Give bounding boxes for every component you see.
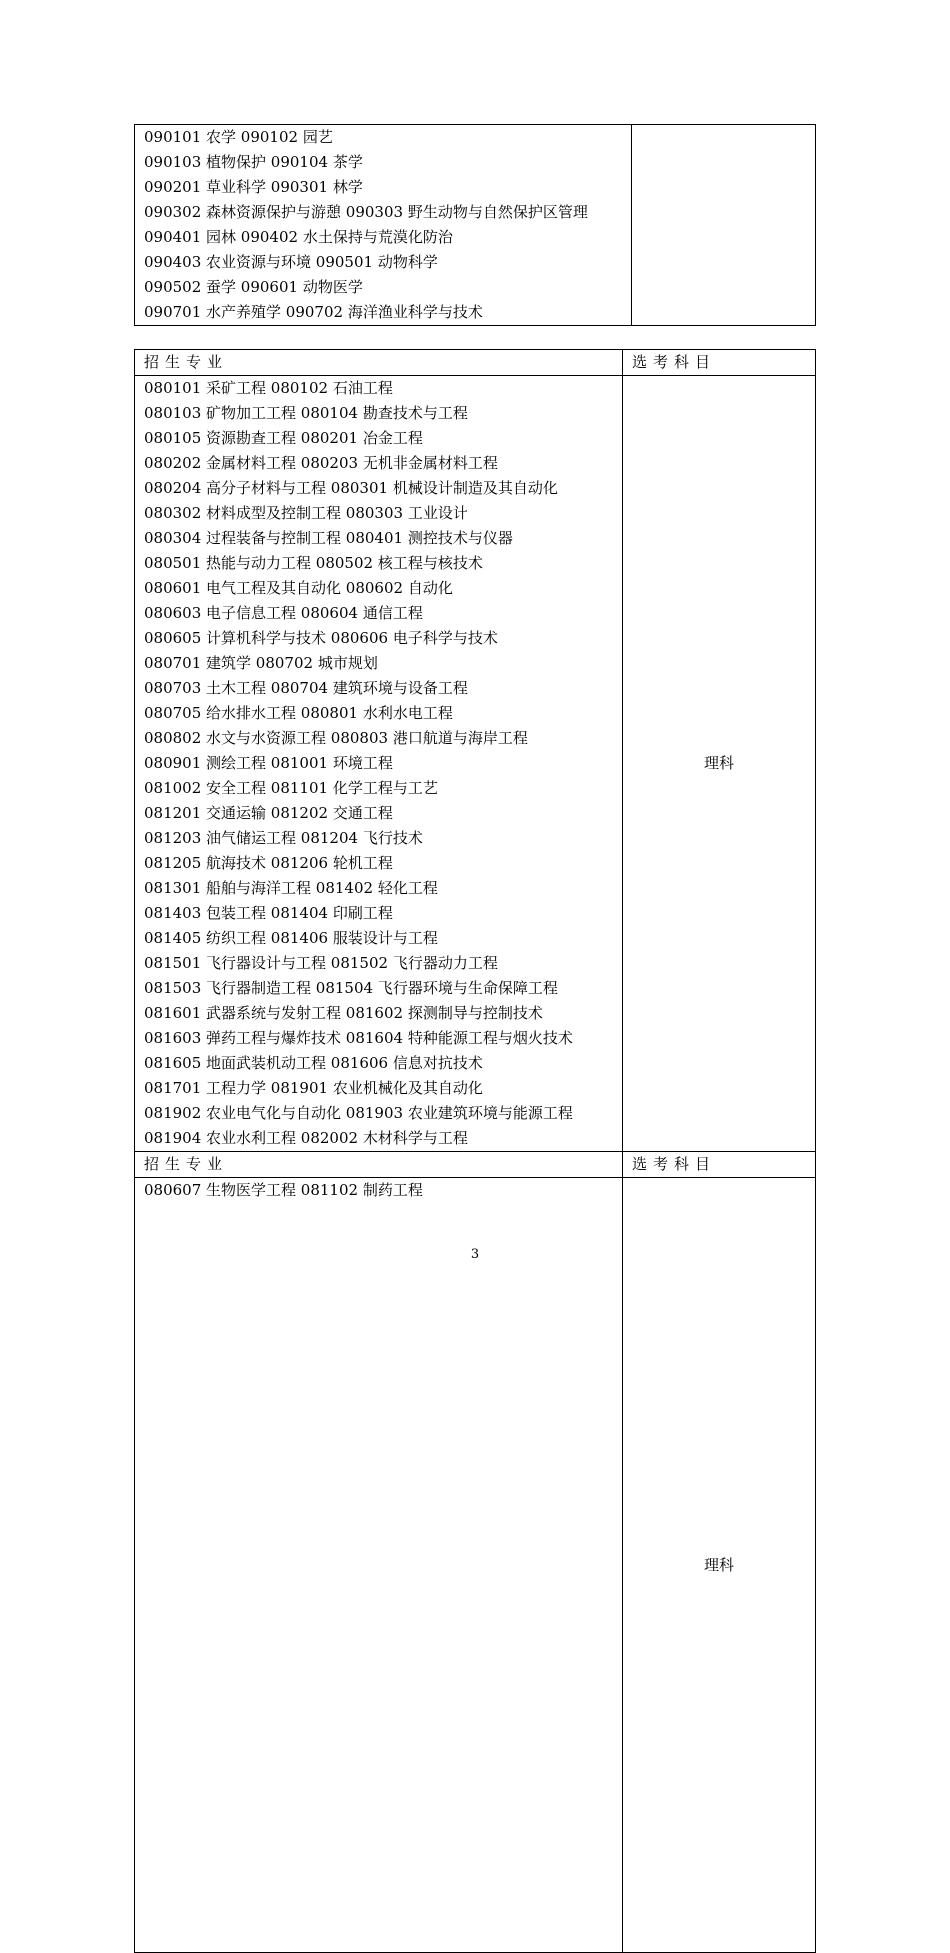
major-line: 081501 飞行器设计与工程 081502 飞行器动力工程: [144, 954, 498, 972]
major-line: 081601 武器系统与发射工程 081602 探测制导与控制技术: [144, 1004, 543, 1022]
major-line: 090302 森林资源保护与游憩 090303 野生动物与自然保护区管理: [144, 203, 588, 221]
major-line: 081403 包装工程 081404 印刷工程: [144, 904, 393, 922]
header-subject-repeat: 选考科目: [623, 1152, 816, 1178]
major-line: 081902 农业电气化与自动化 081903 农业建筑环境与能源工程: [144, 1104, 573, 1122]
major-line: 081603 弹药工程与爆炸技术 081604 特种能源工程与烟火技术: [144, 1029, 573, 1047]
major-line: 080501 热能与动力工程 080502 核工程与核技术: [144, 554, 483, 572]
major-line: 090103 植物保护 090104 茶学: [144, 153, 363, 171]
major-line: 090401 园林 090402 水土保持与荒漠化防治: [144, 228, 453, 246]
page-number: 3: [470, 1247, 480, 1262]
major-line: 081605 地面武装机动工程 081606 信息对抗技术: [144, 1054, 483, 1072]
majors-table-engineering: [134, 349, 816, 1953]
subject-cell: [632, 125, 816, 326]
major-line: 080101 采矿工程 080102 石油工程: [144, 379, 393, 397]
last-subject-cell: 理科: [623, 1178, 816, 1953]
major-line: 081205 航海技术 081206 轮机工程: [144, 854, 393, 872]
major-line: 080603 电子信息工程 080604 通信工程: [144, 604, 423, 622]
major-line: 090701 水产养殖学 090702 海洋渔业科学与技术: [144, 303, 483, 321]
last-major-cell: 080607 生物医学工程 081102 制药工程: [135, 1178, 623, 1953]
header-major-repeat: 招生专业: [135, 1152, 623, 1178]
major-line: 080103 矿物加工工程 080104 勘查技术与工程: [144, 404, 468, 422]
major-line: 080202 金属材料工程 080203 无机非金属材料工程: [144, 454, 498, 472]
major-line: 081405 纺织工程 081406 服装设计与工程: [144, 929, 438, 947]
header-subject: 选考科目: [623, 350, 816, 376]
major-line: 080105 资源勘查工程 080201 冶金工程: [144, 429, 423, 447]
major-line: 080601 电气工程及其自动化 080602 自动化: [144, 579, 453, 597]
header-major: 招生专业: [135, 350, 623, 376]
major-line: 080901 测绘工程 081001 环境工程: [144, 754, 393, 772]
major-list-cell: [135, 125, 632, 326]
major-line: 080703 土木工程 080704 建筑环境与设备工程: [144, 679, 468, 697]
major-list-cell: [135, 376, 623, 1152]
major-line: 081301 船舶与海洋工程 081402 轻化工程: [144, 879, 438, 897]
major-line: 090201 草业科学 090301 林学: [144, 178, 363, 196]
major-line: 081503 飞行器制造工程 081504 飞行器环境与生命保障工程: [144, 979, 558, 997]
major-line: 090403 农业资源与环境 090501 动物科学: [144, 253, 438, 271]
major-line: 090502 蚕学 090601 动物医学: [144, 278, 363, 296]
majors-table-agriculture: [134, 124, 816, 326]
major-line: 081904 农业水利工程 082002 木材科学与工程: [144, 1129, 468, 1147]
major-line: 080701 建筑学 080702 城市规划: [144, 654, 378, 672]
major-line: 081701 工程力学 081901 农业机械化及其自动化: [144, 1079, 483, 1097]
subject-cell: 理科: [623, 376, 816, 1152]
major-line: 080802 水文与水资源工程 080803 港口航道与海岸工程: [144, 729, 528, 747]
major-line: 090101 农学 090102 园艺: [144, 128, 333, 146]
major-line: 081203 油气储运工程 081204 飞行技术: [144, 829, 423, 847]
major-line: 080302 材料成型及控制工程 080303 工业设计: [144, 504, 468, 522]
major-line: 080304 过程装备与控制工程 080401 测控技术与仪器: [144, 529, 513, 547]
major-line: 080605 计算机科学与技术 080606 电子科学与技术: [144, 629, 498, 647]
major-line: 080204 高分子材料与工程 080301 机械设计制造及其自动化: [144, 479, 558, 497]
major-line: 081201 交通运输 081202 交通工程: [144, 804, 393, 822]
major-line: 080705 给水排水工程 080801 水利水电工程: [144, 704, 453, 722]
major-line: 081002 安全工程 081101 化学工程与工艺: [144, 779, 438, 797]
